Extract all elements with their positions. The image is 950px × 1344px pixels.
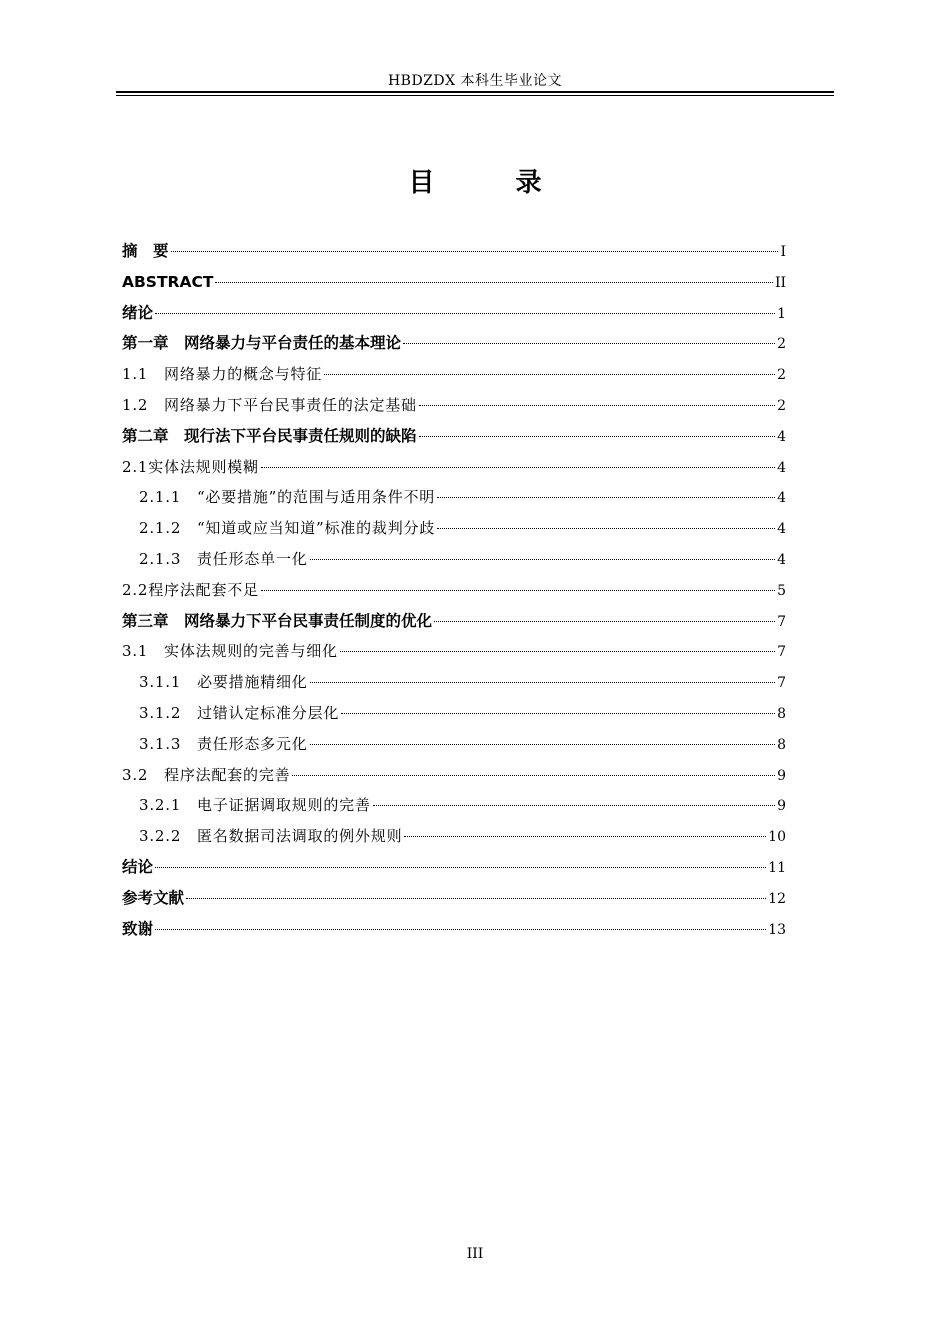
toc-entry[interactable] [122, 636, 786, 667]
toc-entry-page: 7 [777, 644, 786, 661]
toc-entry-title: 摘 要 [122, 242, 169, 260]
toc-entry-title: ABSTRACT [122, 272, 214, 291]
toc-dot-leader [404, 836, 766, 837]
toc-entry-page: 2 [777, 397, 786, 414]
toc-entry-title: 2.1实体法规则模糊 [122, 457, 259, 476]
toc-dot-leader [340, 651, 775, 652]
toc-entry-page: 4 [777, 551, 786, 568]
toc-entry-title: 3.1.3 责任形态多元化 [139, 734, 308, 753]
toc-entry[interactable] [122, 729, 786, 760]
toc-dot-leader [186, 898, 766, 899]
toc-entry-title: 3.2.2 匿名数据司法调取的例外规则 [139, 827, 403, 846]
toc-entry[interactable] [122, 513, 786, 544]
toc-entry-title: 1.1 网络暴力的概念与特征 [122, 365, 323, 384]
toc-entry-page: 13 [768, 921, 786, 938]
toc-entry[interactable] [122, 328, 786, 359]
toc-entry-page: 7 [777, 675, 786, 692]
toc-dot-leader [261, 590, 775, 591]
toc-entry-title: 3.1.2 过错认定标准分层化 [139, 703, 340, 722]
toc-entry-title: 第三章 网络暴力下平台民事责任制度的优化 [122, 611, 433, 630]
toc-dot-leader [155, 929, 766, 930]
toc-entry-title: 结论 [122, 857, 154, 876]
toc-entry-page: 2 [777, 367, 786, 384]
toc-entry-page: 1 [777, 305, 786, 322]
toc-entry[interactable] [122, 821, 786, 852]
toc-entry-page: I [780, 244, 786, 260]
toc-dot-leader [373, 805, 775, 806]
toc-entry[interactable] [122, 544, 786, 575]
toc-entry[interactable] [122, 390, 786, 421]
toc-entry[interactable] [122, 852, 786, 883]
toc-entry-title: 参考文献 [122, 888, 185, 907]
toc-entry-page: 7 [777, 613, 786, 630]
toc-entry[interactable] [122, 606, 786, 637]
toc-entry[interactable] [122, 883, 786, 914]
toc-entry[interactable] [122, 575, 786, 606]
toc-entry[interactable] [122, 421, 786, 452]
toc-entry[interactable] [122, 452, 786, 483]
toc-entry-page: 9 [777, 767, 786, 784]
toc-entry-page: 5 [777, 582, 786, 599]
toc-entry-page: II [774, 274, 786, 291]
toc-entry-title: 绪论 [122, 303, 154, 322]
toc-dot-leader [419, 405, 775, 406]
toc-dot-leader [437, 497, 775, 498]
toc-dot-leader [310, 559, 776, 560]
toc-entry[interactable] [122, 698, 786, 729]
toc-dot-leader [215, 282, 773, 283]
toc-dot-leader [434, 621, 775, 622]
toc-entry-page: 12 [768, 890, 786, 907]
toc-entry[interactable] [122, 236, 786, 267]
toc-entry-page: 9 [777, 798, 786, 815]
toc-dot-leader [261, 467, 775, 468]
toc-entry-page: 2 [777, 336, 786, 353]
toc-dot-leader [171, 251, 778, 252]
toc-entry-page: 4 [777, 490, 786, 507]
toc-dot-leader [324, 374, 775, 375]
toc-entry-page: 10 [768, 829, 786, 846]
toc-entry-title: 第二章 现行法下平台民事责任规则的缺陷 [122, 426, 417, 445]
toc-entry-page: 4 [777, 521, 786, 538]
toc-entry[interactable] [122, 760, 786, 791]
toc-entry-page: 8 [777, 736, 786, 753]
toc-entry-page: 11 [768, 859, 786, 876]
toc-dot-leader [403, 343, 775, 344]
toc-entry[interactable] [122, 359, 786, 390]
toc-entry-title: 2.1.3 责任形态单一化 [139, 549, 308, 568]
toc-entry-page: 4 [777, 428, 786, 445]
toc-entry[interactable] [122, 914, 786, 945]
toc-dot-leader [310, 744, 776, 745]
toc-entry-title: 3.1 实体法规则的完善与细化 [122, 642, 338, 661]
running-header: HBDZDX 本科生毕业论文 [387, 73, 563, 89]
toc-dot-leader [437, 528, 775, 529]
header-rule-thick [116, 91, 834, 93]
toc-entry[interactable] [122, 298, 786, 329]
header-rule-thin [116, 95, 834, 96]
toc-entry-title: 3.1.1 必要措施精细化 [139, 673, 308, 692]
toc-entry-page: 4 [777, 459, 786, 476]
toc-entry-title: 1.2 网络暴力下平台民事责任的法定基础 [122, 395, 417, 414]
toc-entry-title: 3.2.1 电子证据调取规则的完善 [139, 796, 371, 815]
toc-entry-title: 2.1.2 “知道或应当知道”标准的裁判分歧 [139, 519, 436, 538]
toc-dot-leader [155, 867, 766, 868]
toc-entry[interactable] [122, 482, 786, 513]
toc-dot-leader [341, 713, 775, 714]
toc-entry-title: 2.1.1 “必要措施”的范围与适用条件不明 [139, 488, 436, 507]
toc-entry[interactable] [122, 667, 786, 698]
toc-entry[interactable] [122, 790, 786, 821]
toc-dot-leader [419, 436, 776, 437]
toc-entry-title: 2.2程序法配套不足 [122, 580, 259, 599]
toc-entry-title: 第一章 网络暴力与平台责任的基本理论 [122, 334, 402, 353]
toc-entry-title: 致谢 [122, 919, 154, 938]
toc-dot-leader [292, 775, 775, 776]
toc-dot-leader [310, 682, 776, 683]
toc-dot-leader [155, 313, 775, 314]
toc-title: 目 录 [408, 168, 578, 198]
table-of-contents [122, 236, 786, 944]
toc-entry[interactable] [122, 267, 786, 298]
toc-entry-title: 3.2 程序法配套的完善 [122, 765, 291, 784]
toc-entry-page: 8 [777, 705, 786, 722]
page-number: III [466, 1246, 484, 1262]
